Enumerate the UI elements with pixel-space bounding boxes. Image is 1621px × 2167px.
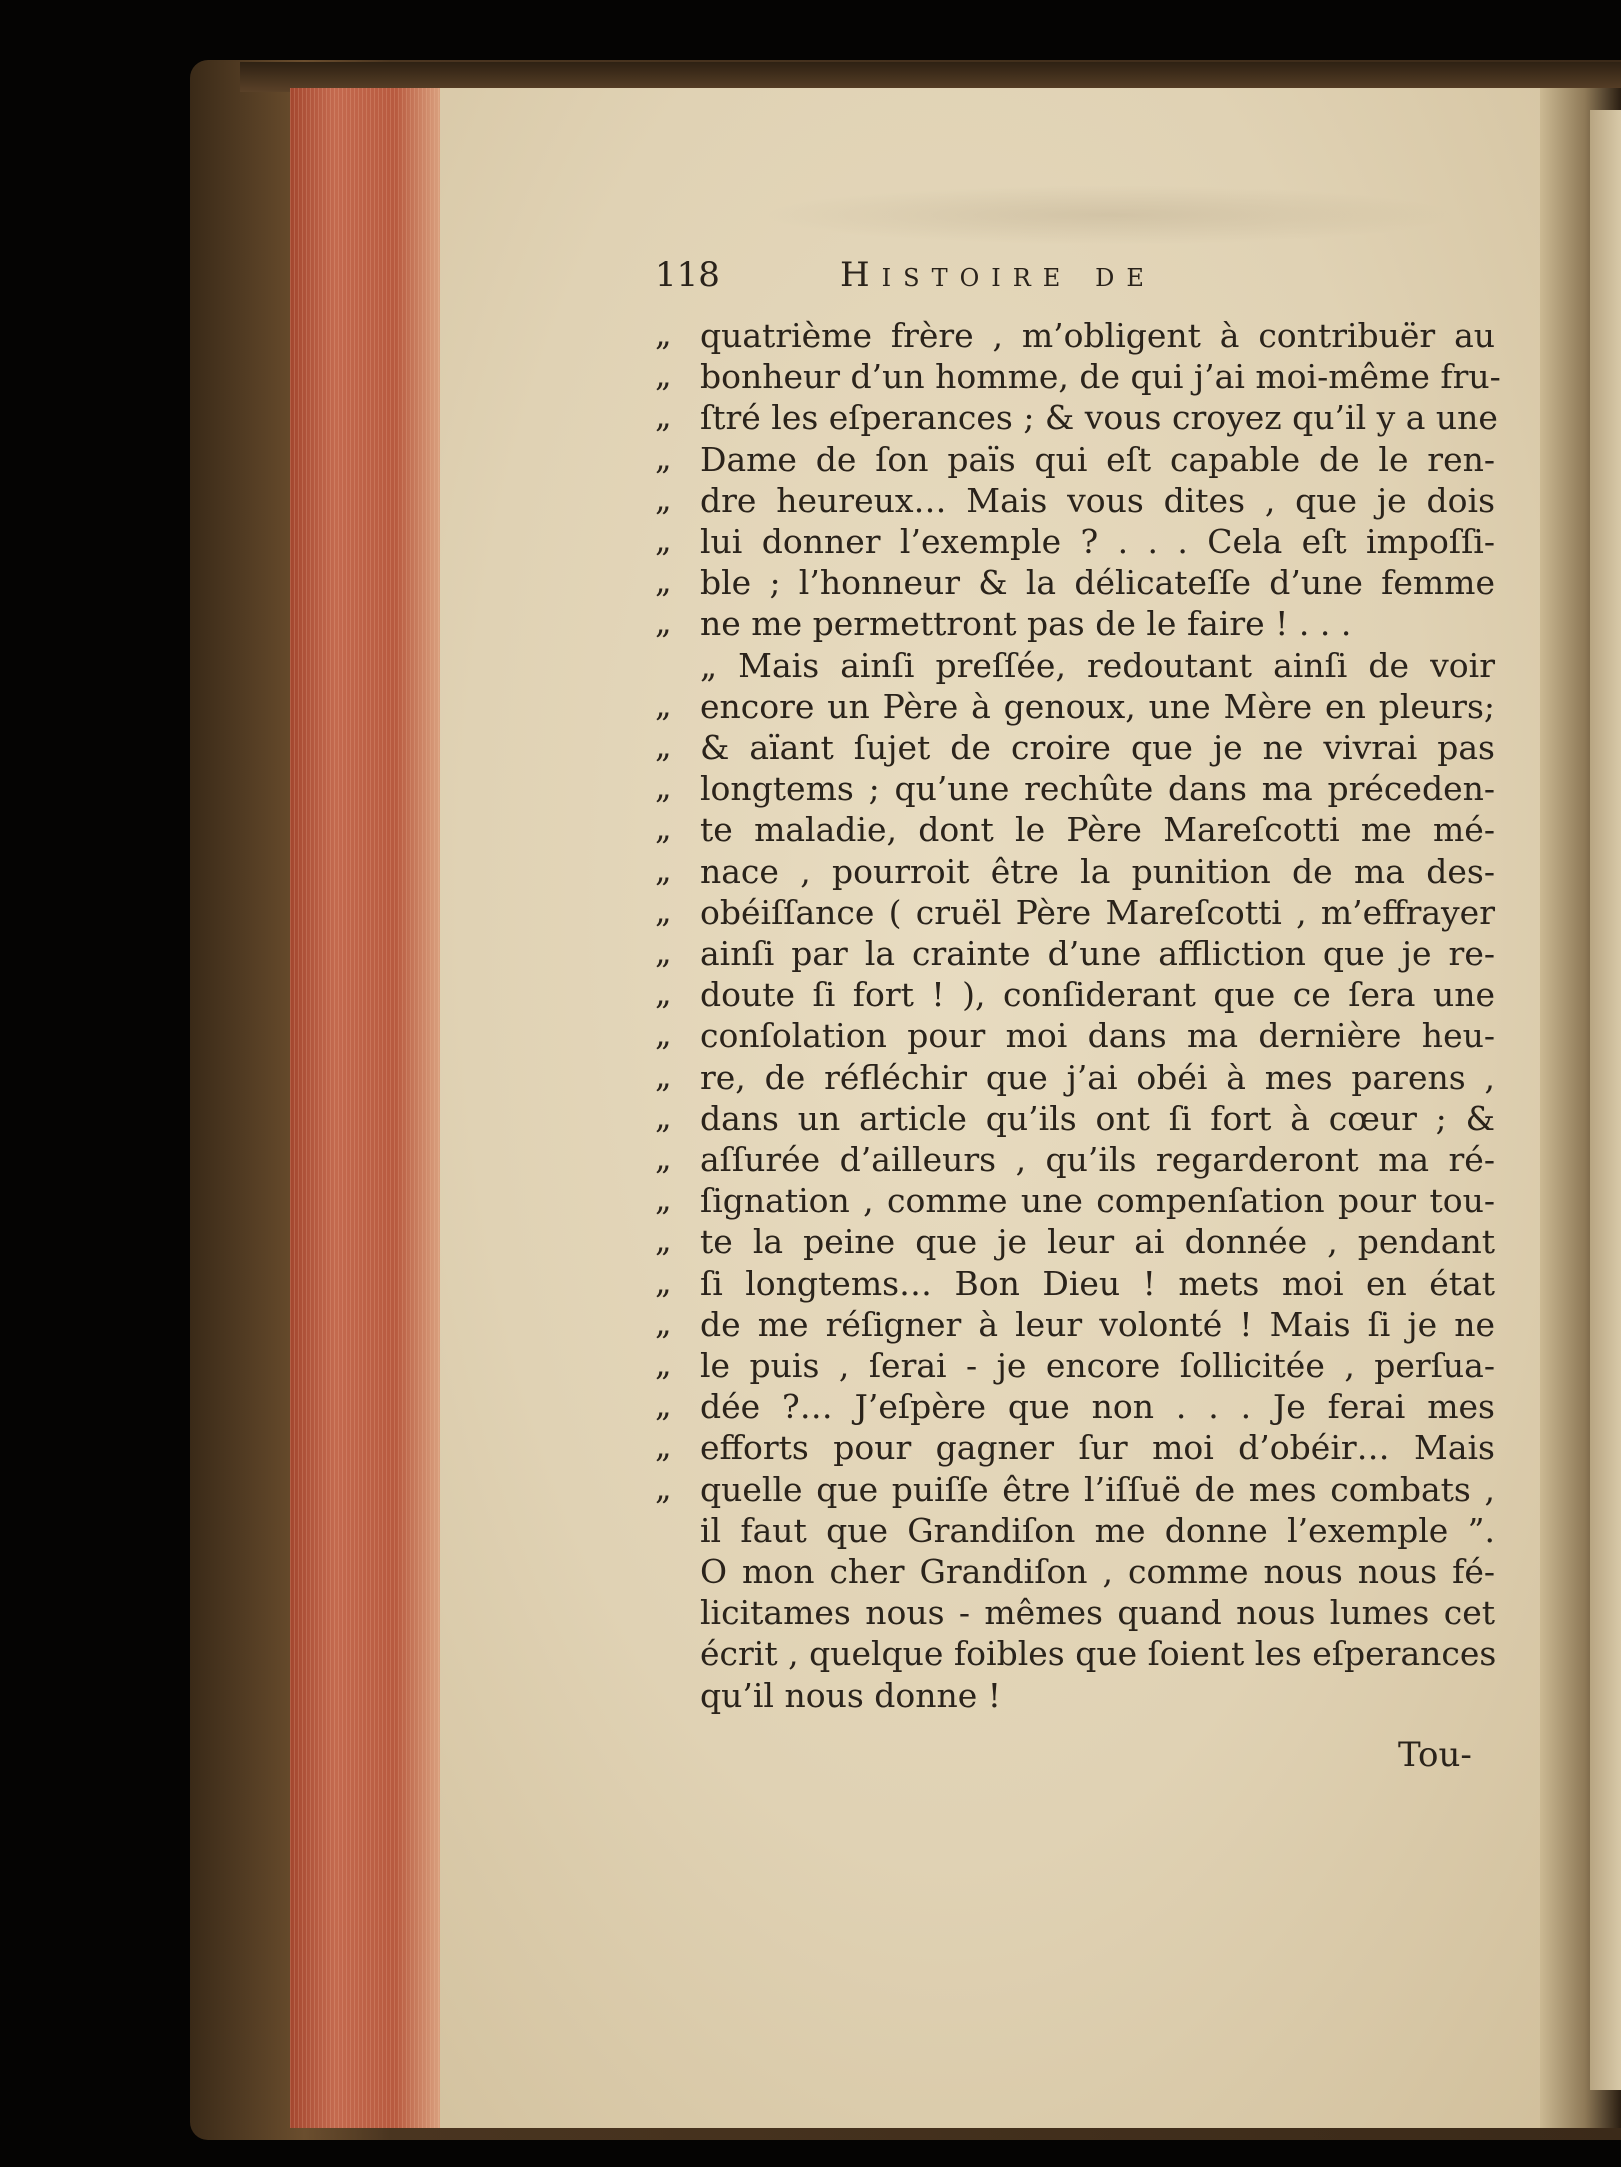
quotation-mark: „: [655, 1345, 672, 1383]
quotation-mark: „: [655, 1468, 672, 1507]
quotation-mark: „: [655, 1139, 672, 1177]
quotation-mark: „: [655, 768, 672, 807]
quotation-mark: „: [655, 1303, 672, 1342]
quotation-mark: „: [655, 479, 672, 518]
quotation-mark: „: [655, 727, 672, 765]
page-number: 118: [655, 255, 720, 295]
text-line: te maladie, dont le Père Mareſcotti me mé-: [700, 810, 1495, 850]
facing-page-edge: [1590, 110, 1621, 2090]
quotation-mark: „: [655, 397, 672, 436]
quotation-mark: „: [655, 850, 672, 889]
quotation-mark: „: [655, 1221, 672, 1260]
text-line: lui donner l’exemple ? . . . Cela eſt impoſſi-: [700, 522, 1495, 561]
text-line: écrit , quelque foibles que ſoient les eſperances: [700, 1634, 1497, 1674]
quotation-mark: „: [655, 1097, 672, 1136]
text-line: „ Mais ainſi preſſée, redoutant ainſi de voir: [700, 645, 1495, 685]
text-line: ſi longtems… Bon Dieu ! mets moi en état: [700, 1263, 1495, 1303]
text-line: obéiſſance ( cruël Père Mareſcotti , m’effrayer: [700, 892, 1495, 932]
text-line: quatrième frère , m’obligent à contribuër au: [700, 316, 1495, 355]
quotation-mark: „: [655, 1015, 672, 1054]
text-line: ſignation , comme une compenſation pour tou-: [700, 1181, 1495, 1221]
quotation-mark: „: [655, 603, 672, 642]
catchword: Tou-: [1398, 1735, 1472, 1775]
text-line: ſtré les eſperances ; & vous croyez qu’il y a une: [700, 398, 1498, 438]
text-line: efforts pour gagner ſur moi d’obéir… Mais: [700, 1428, 1495, 1468]
text-line: dre heureux… Mais vous dites , que je dois: [700, 480, 1495, 520]
text-line: quelle que puiſſe être l’iſſuë de mes combats ,: [700, 1469, 1495, 1509]
quotation-mark: „: [655, 933, 672, 971]
quotation-mark: „: [655, 521, 672, 559]
text-line: ainſi par la crainte d’une affliction que je re-: [700, 934, 1495, 973]
text-line: le puis , ſerai - je encore ſollicitée , perſua-: [700, 1346, 1495, 1385]
text-line: O mon cher Grandiſon , comme nous nous fé-: [700, 1552, 1495, 1591]
quotation-mark: „: [655, 356, 672, 395]
text-line: & aïant ſujet de croire que je ne vivrai pas: [700, 728, 1495, 767]
quotation-mark: „: [655, 1386, 672, 1425]
quotation-mark: „: [655, 891, 672, 930]
text-line: re, de réfléchir que j’ai obéi à mes parens ,: [700, 1057, 1495, 1097]
text-line: te la peine que je leur ai donnée , pendant: [700, 1222, 1495, 1262]
text-line: ble ; l’honneur & la délicateſſe d’une femme: [700, 563, 1495, 603]
quotation-mark: „: [655, 685, 672, 724]
text-line: de me réſigner à leur volonté ! Mais ſi je ne: [700, 1304, 1495, 1344]
text-line: dans un article qu’ils ont ſi fort à cœur ; &: [700, 1098, 1495, 1138]
red-page-edges: [290, 88, 440, 2128]
running-title: Histoire de: [840, 255, 1156, 295]
quotation-mark: „: [655, 1056, 672, 1095]
quotation-mark: „: [655, 1180, 672, 1219]
quotation-mark: „: [655, 315, 672, 353]
text-line: il faut que Grandiſon me donne l’exemple ”.: [700, 1510, 1495, 1550]
text-line: conſolation pour moi dans ma dernière heu-: [700, 1016, 1495, 1056]
text-line: longtems ; qu’une rechûte dans ma préceden-: [700, 769, 1495, 809]
text-line: licitames nous - mêmes quand nous lumes cet: [700, 1593, 1495, 1633]
text-line: aſſurée d’ailleurs , qu’ils regarderont ma ré-: [700, 1140, 1495, 1179]
text-line: nace , pourroit être la punition de ma des-: [700, 851, 1495, 891]
quotation-mark: „: [655, 1427, 672, 1466]
quotation-mark: „: [655, 1262, 672, 1301]
text-line: encore un Père à genoux, une Mère en pleurs;: [700, 686, 1495, 726]
quotation-mark: „: [655, 562, 672, 601]
text-line: doute ſi fort ! ), conſiderant que ce ſera une: [700, 975, 1495, 1015]
running-head: [655, 255, 1295, 305]
text-line: dée ?… J’eſpère que non . . . Je ferai mes: [700, 1387, 1495, 1427]
text-line: bonheur d’un homme, de qui j’ai moi-même fru-: [700, 357, 1501, 397]
quotation-mark: „: [655, 438, 672, 477]
text-line: ne me permettront pas de le faire ! . . .: [700, 604, 1352, 644]
text-line: Dame de ſon païs qui eſt capable de le ren-: [700, 439, 1495, 479]
ink-bleed-through: [760, 185, 1460, 245]
text-line: qu’il nous donne !: [700, 1675, 1002, 1715]
quotation-mark: „: [655, 974, 672, 1013]
quotation-mark: „: [655, 809, 672, 848]
